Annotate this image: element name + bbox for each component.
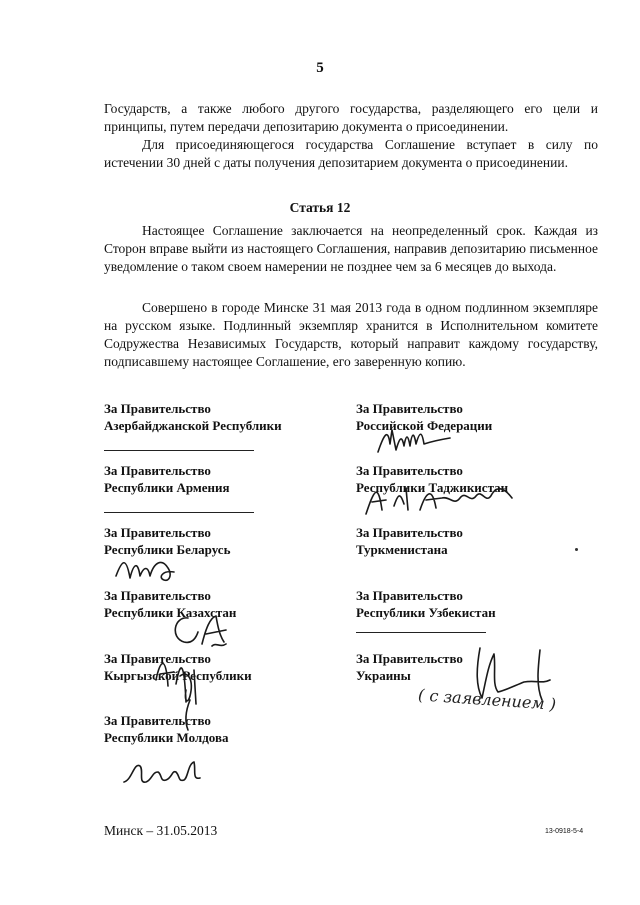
paragraph-done-at: Совершено в городе Минске 31 мая 2013 года в одном подлинном экземпляре на русском языке. Подлинный экземпляр хранится в Исполнительном комитете Содружества Независимых Государств, который направит каждому государству, подписавшему настоящее Соглашение, его заверенную копию.: [104, 300, 598, 369]
signatory-country: Республики Казахстан: [104, 605, 237, 620]
signatory-line1: За Правительство: [356, 588, 463, 603]
signatory-block: [104, 400, 282, 434]
margin-dot: [575, 548, 578, 551]
signatory-line1: За Правительство: [356, 463, 463, 478]
footer-document-code: 13-0918-5-4: [545, 828, 584, 835]
paragraph-continuation: Государств, а также любого другого государства, разделяющего его цели и принципы, путем передачи депозитарию документа о присоединении.: [104, 101, 598, 134]
blank-signature-line: [356, 632, 486, 633]
signatory-block: [104, 462, 230, 496]
signatory-line1: За Правительство: [104, 651, 211, 666]
signatory-line1: За Правительство: [104, 401, 211, 416]
signatory-block: [356, 587, 496, 621]
signature-moldova: [118, 754, 218, 790]
signatory-line1: За Правительство: [356, 525, 463, 540]
signatory-country: Украины: [356, 668, 411, 683]
footer-place-date: Минск – 31.05.2013: [104, 823, 218, 838]
signatory-country: Азербайджанской Республики: [104, 418, 282, 433]
signatory-line1: За Правительство: [104, 713, 211, 728]
signatory-country: Республики Таджикистан: [356, 480, 509, 495]
signature-tajikistan: [360, 476, 520, 524]
handwritten-note: ( с заявлением ): [417, 685, 557, 714]
signatory-country: Республики Беларусь: [104, 542, 231, 557]
paragraph-article-12: Настоящее Соглашение заключается на неопределенный срок. Каждая из Сторон вправе выйти из настоящего Соглашения, направив депозитарию письменное уведомление о таком своем намерении не позднее чем за 6 месяцев до выхода.: [104, 223, 598, 274]
signatory-block: [356, 524, 463, 558]
paragraph-entry-into-force: Для присоединяющегося государства Соглашение вступает в силу по истечении 30 дней с даты получения депозитарием документа о присоединении.: [104, 137, 598, 170]
signatory-country: Республики Молдова: [104, 730, 229, 745]
signatory-line1: За Правительство: [104, 588, 211, 603]
blank-signature-line: [104, 512, 254, 513]
blank-signature-line: [104, 450, 254, 451]
signatory-country: Кыргызской Республики: [104, 668, 252, 683]
signatory-line1: За Правительство: [356, 651, 463, 666]
signatory-country: Республики Армения: [104, 480, 230, 495]
signature-moldova-mark: [176, 696, 216, 736]
page-number: 5: [316, 60, 324, 76]
signatory-country: Российской Федерации: [356, 418, 493, 433]
signatory-line1: За Правительство: [104, 525, 211, 540]
article-title: Статья 12: [289, 200, 351, 215]
signature-russia: [374, 424, 454, 462]
signatory-country: Республики Узбекистан: [356, 605, 496, 620]
signatory-line1: За Правительство: [356, 401, 463, 416]
signatory-country: Туркменистана: [356, 542, 448, 557]
signatory-block: [356, 650, 463, 684]
signature-belarus: [112, 552, 182, 586]
signatory-line1: За Правительство: [104, 463, 211, 478]
